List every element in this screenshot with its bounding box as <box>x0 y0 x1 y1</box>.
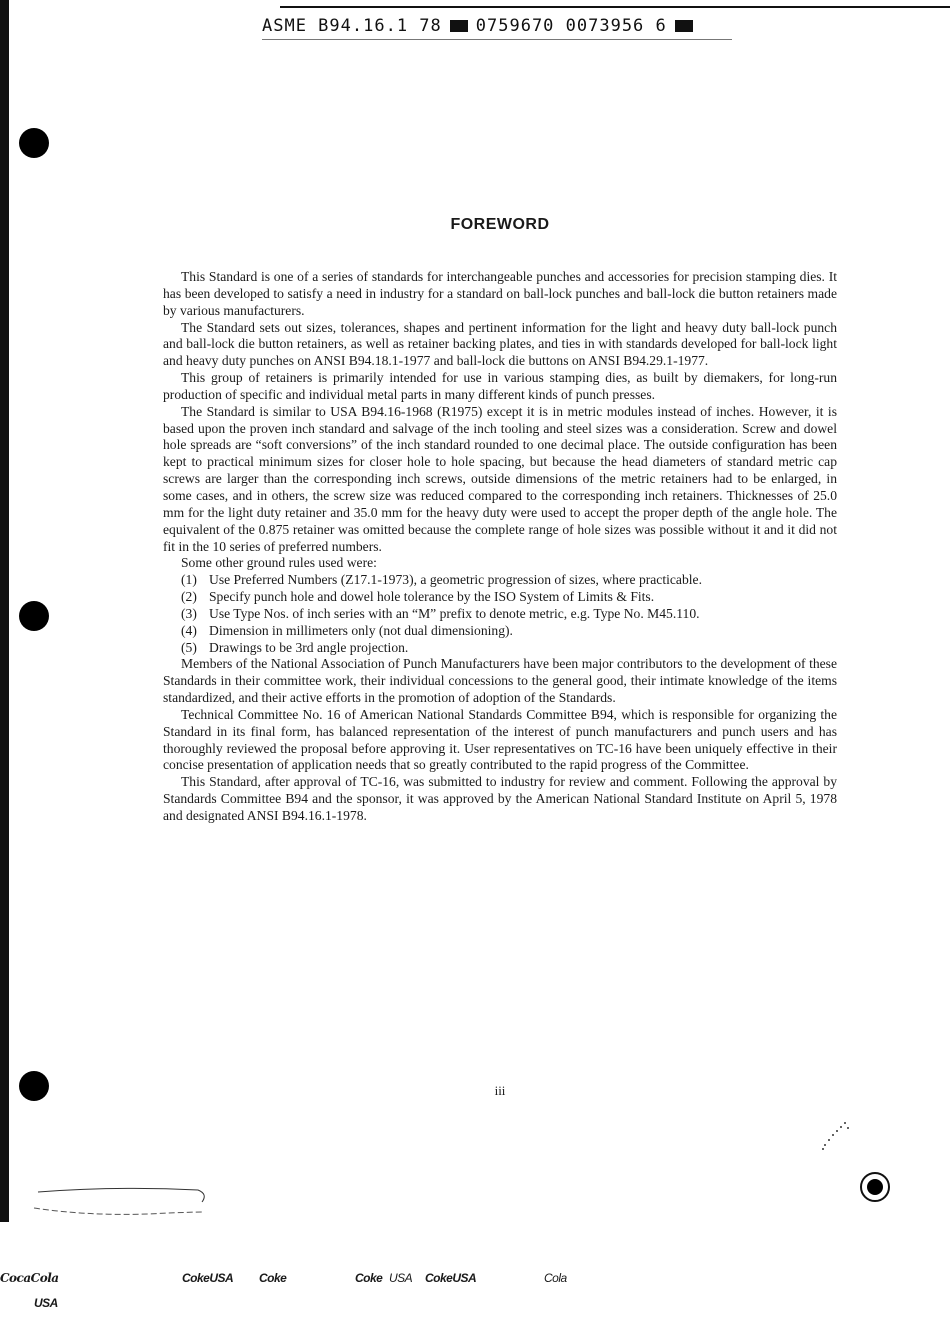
list-item <box>163 589 837 606</box>
list-item-number: (4) <box>181 622 197 638</box>
list-item-text: Specify punch hole and dowel hole tolerance by the ISO System of Limits & Fits. <box>209 589 655 605</box>
footer-text: Coke <box>355 1271 383 1285</box>
header-rule <box>262 39 732 40</box>
list-item <box>163 640 837 657</box>
list-item-number: (3) <box>181 605 197 621</box>
list-item-number: (2) <box>181 589 197 605</box>
list-item-number: (5) <box>181 639 197 655</box>
footer-text: USA <box>34 1296 58 1310</box>
foreword-body <box>163 269 837 825</box>
paragraph: This Standard, after approval of TC-16, was submitted to industry for review and comment. Following the approval by Standards Committee B94 and the sponsor, it was approved by the American National Standard Institute on April 5, 1978 and designated ANSI B94.16.1-1978. <box>163 774 837 823</box>
header-serial: 0759670 0073956 6 <box>475 16 667 36</box>
list-item-text: Drawings to be 3rd angle projection. <box>209 639 409 655</box>
punch-hole-icon <box>19 1071 49 1101</box>
footer-text: CokeUSA <box>425 1271 477 1285</box>
punch-hole-icon <box>19 128 49 158</box>
list-item <box>163 572 837 589</box>
document-header <box>262 14 732 38</box>
header-block-mark <box>450 20 468 32</box>
paragraph: This Standard is one of a series of standards for interchangeable punches and accessories for precision stamping dies. It has been developed to satisfy a need in industry for a standard on ball-lock punches and ball-lock die button retainers made by various manufacturers. <box>163 269 837 318</box>
footer-text: CokeUSA <box>182 1271 234 1285</box>
list-item-text: Use Preferred Numbers (Z17.1-1973), a geometric progression of sizes, where practicable. <box>209 572 702 588</box>
page-title: FOREWORD <box>450 216 550 233</box>
scan-speckle-icon <box>815 1115 855 1155</box>
list-item <box>163 606 837 623</box>
footer-logo: CocaCola <box>0 1271 59 1285</box>
footer-text: USA <box>389 1271 413 1285</box>
paragraph: This group of retainers is primarily intended for use in various stamping dies, as built by diemakers, for long-run production of specific and individual metal parts in many different kinds of punch presses. <box>163 370 837 402</box>
list-item-text: Dimension in millimeters only (not dual dimensioning). <box>209 622 513 638</box>
list-item <box>163 623 837 640</box>
pencil-doodle-icon <box>28 1184 228 1224</box>
paragraph: The Standard sets out sizes, tolerances, shapes and pertinent information for the light and heavy duty ball-lock punch and ball-lock die button retainers, as well as retainer backing plates, and ties in with standards developed for ball-lock light and heavy duty punches on ANSI B94.18.1-1977 and ball-lock die buttons on ANSI B94.29.1-1977. <box>163 319 837 369</box>
footer-text: Coke <box>259 1271 287 1285</box>
ground-rules-list <box>163 572 837 656</box>
page-number: iii <box>494 1083 506 1098</box>
scan-top-line <box>280 6 950 8</box>
paragraph: The Standard is similar to USA B94.16-1968 (R1975) except it is in metric modules instead of inches. However, it is based upon the proven inch standard and salvage of the inch tooling and steel sizes was a consideration. Screw and dowel hole spreads are “soft conversions” of the inch standard rounded to one decimal place. The outside configuration has been kept to practical minimum sizes for closer hole to hole spacing, but because the head diameters of standard metric cap screws are larger than the corresponding inch screws, outside dimensions of the metric retainers had to be enlarged, in some cases, and in others, the screw size was reduced compared to the corresponding inch retainers. Thicknesses of 25.0 mm for the light duty retainer and 35.0 mm for the heavy duty were used to accept the proper depth of the angle hole. The equivalent of the 0.875 retainer was omitted because the complete range of hole sizes was possible without it and it did not fit in the 10 series of preferred numbers. <box>163 403 837 554</box>
footer-text: Cola <box>544 1271 567 1285</box>
registration-mark-icon <box>860 1172 890 1202</box>
paragraph: Some other ground rules used were: <box>181 555 377 571</box>
list-item-text: Use Type Nos. of inch series with an “M” prefix to denote metric, e.g. Type No. M45.110. <box>209 605 700 621</box>
header-block-mark <box>675 20 693 32</box>
paragraph: Members of the National Association of Punch Manufacturers have been major contributors to the development of these Standards in their committee work, their individual concessions to the general good, their intimate knowledge of the items standardized, and their active efforts in the promotion of adoption of the Standards. <box>163 656 837 706</box>
scan-edge-bar <box>0 0 9 1222</box>
paragraph: Technical Committee No. 16 of American National Standards Committee B94, which is responsible for organizing the Standard in its final form, has balanced representation of the interest of punch manufacturers and punch users and has thoroughly reviewed the proposal before approving it. User representatives on TC-16 have been uniquely effective in their concise presentation of application needs that so greatly contributed to the rapid progress of the Committee. <box>163 706 837 773</box>
list-item-number: (1) <box>181 572 197 588</box>
punch-hole-icon <box>19 601 49 631</box>
header-code: ASME B94.16.1 78 <box>262 16 442 36</box>
